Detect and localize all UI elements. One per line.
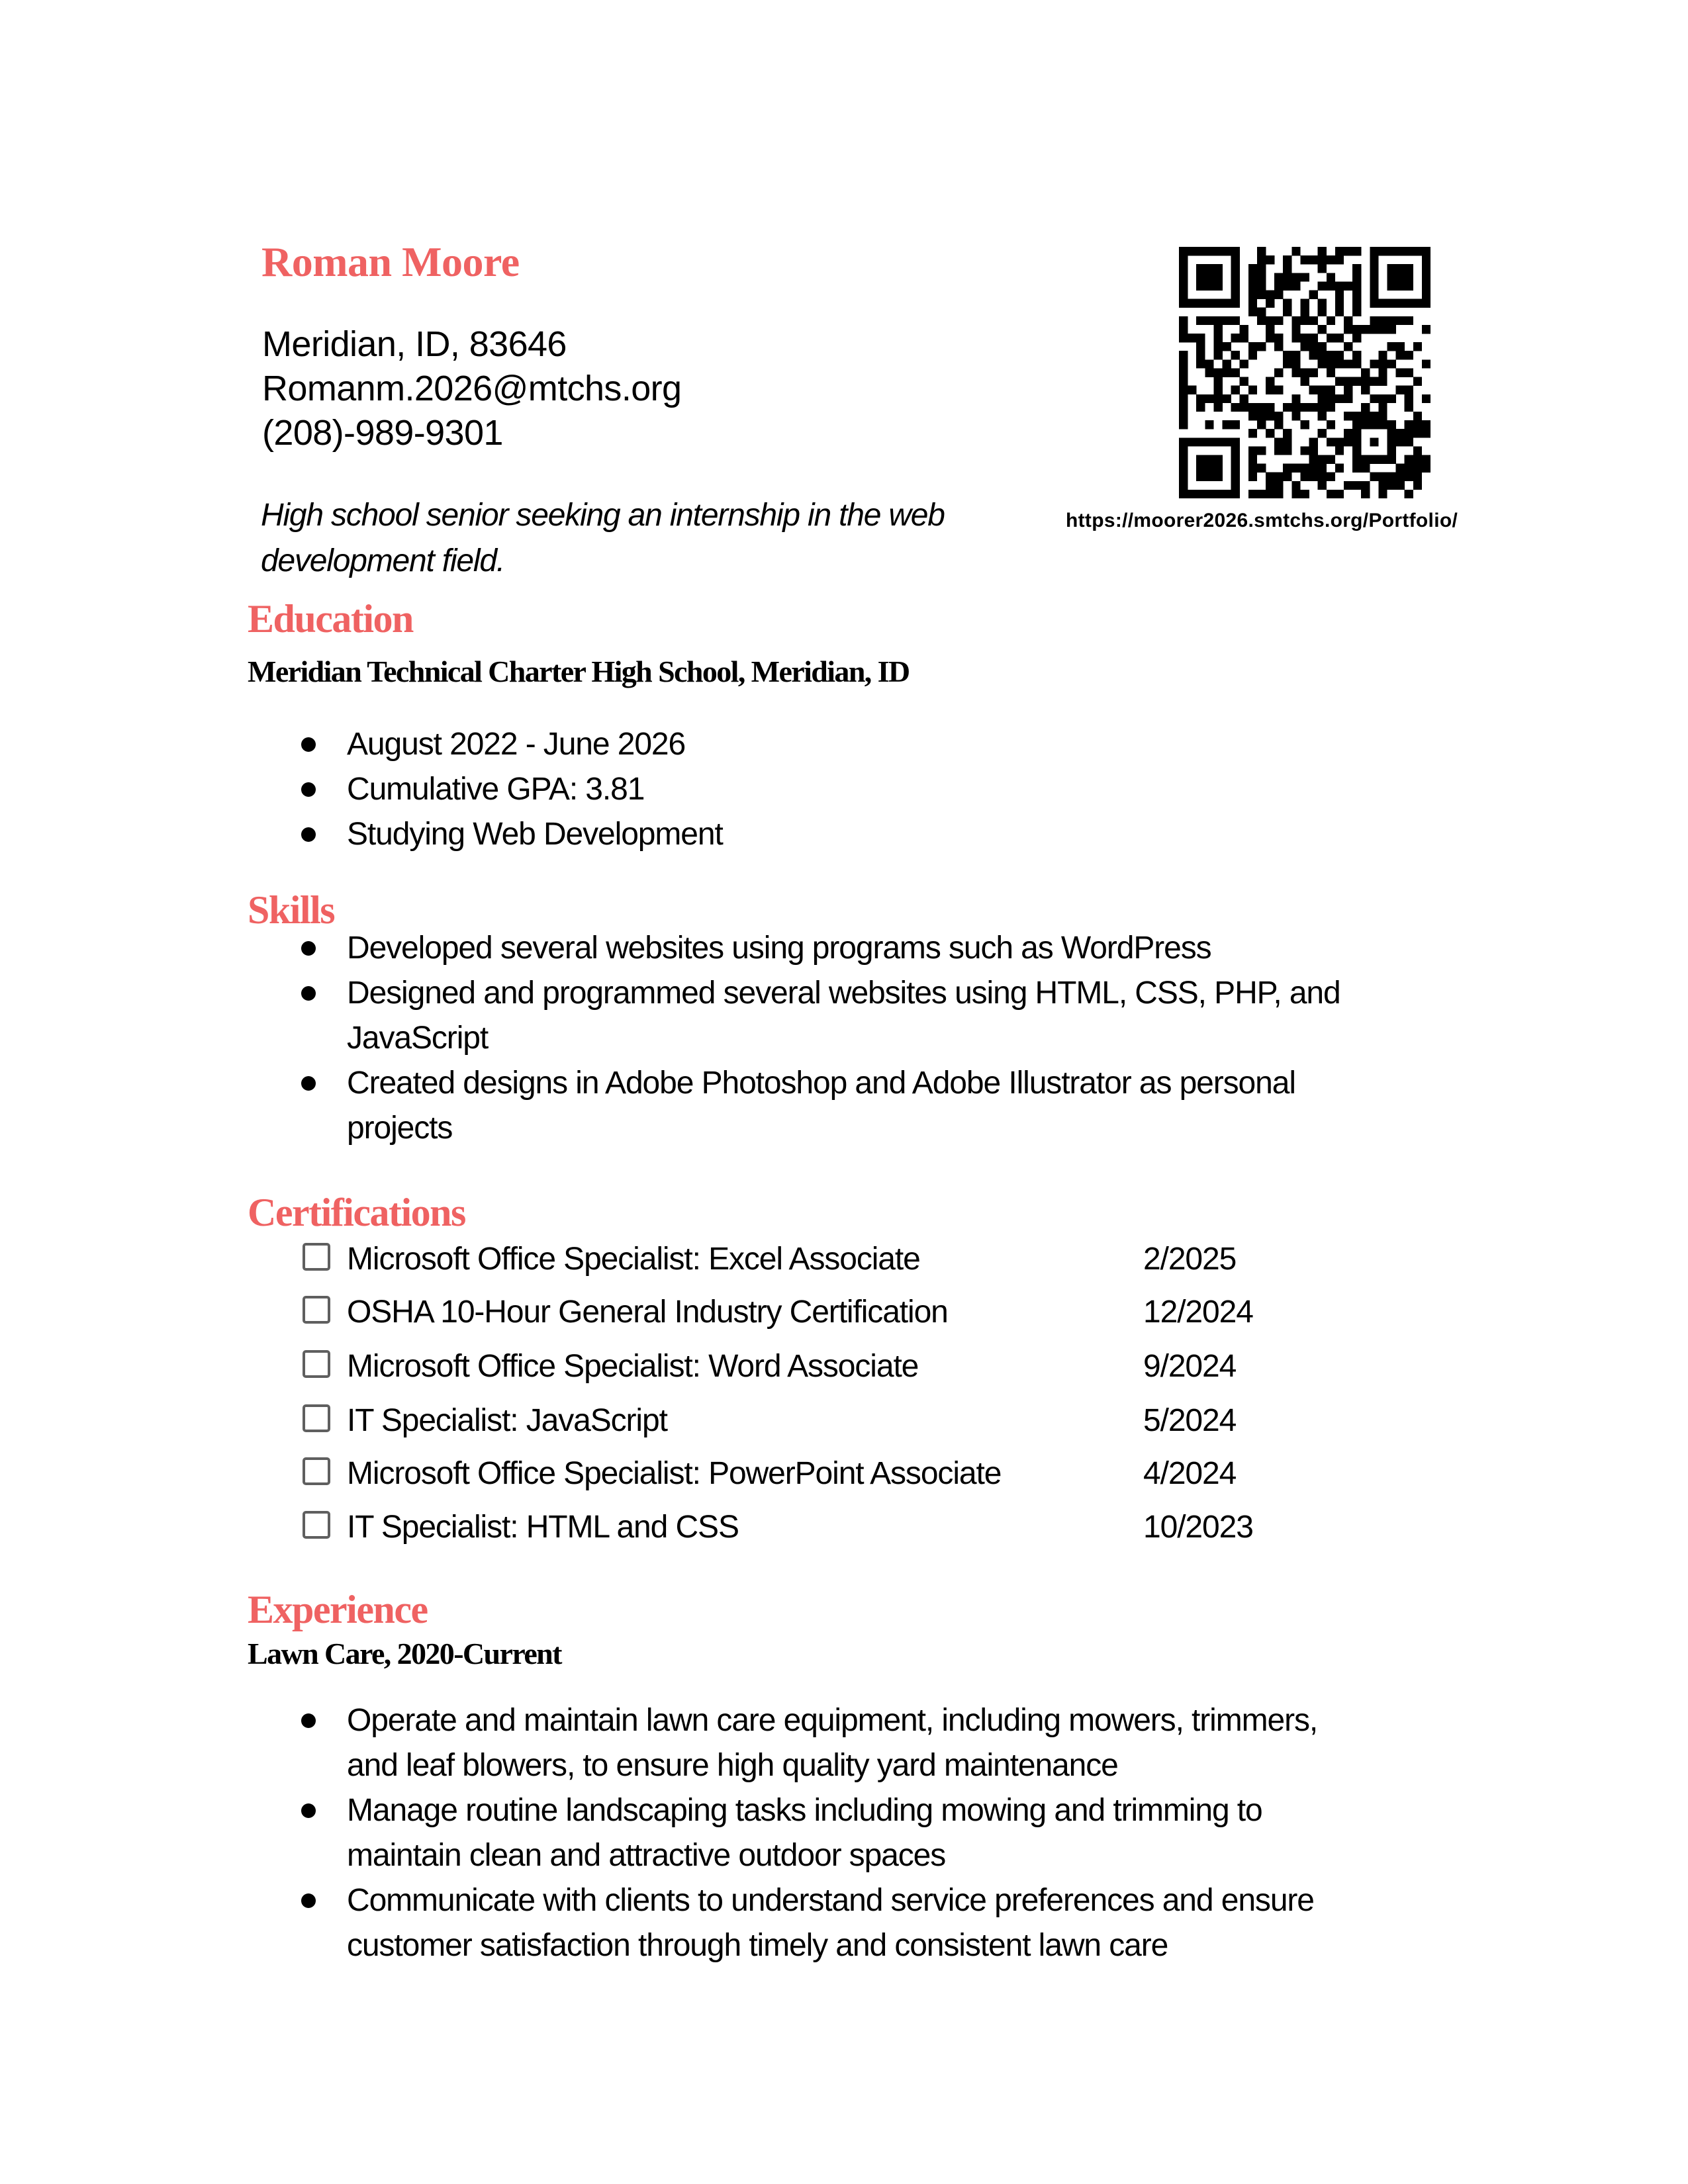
section-heading-certifications: Certifications — [248, 1191, 465, 1234]
bullet-icon — [301, 1713, 316, 1728]
certification-date: 12/2024 — [1143, 1295, 1253, 1330]
school-name: Meridian Technical Charter High School, Meridian, ID — [248, 655, 910, 688]
skills-item: Created designs in Adobe Photoshop and Adobe Illustrator as personal — [347, 1066, 1295, 1101]
section-heading-experience: Experience — [248, 1588, 428, 1631]
summary-line: development field. — [261, 543, 504, 578]
certification-date: 10/2023 — [1143, 1510, 1253, 1545]
experience-item-continuation: maintain clean and attractive outdoor spaces — [347, 1838, 946, 1873]
bullet-icon — [301, 1076, 316, 1091]
contact-location: Meridian, ID, 83646 — [262, 324, 567, 364]
experience-item: Communicate with clients to understand service preferences and ensure — [347, 1883, 1314, 1918]
contact-phone: (208)-989-9301 — [262, 413, 503, 453]
job-title: Lawn Care, 2020-Current — [248, 1637, 561, 1670]
section-heading-skills: Skills — [248, 888, 335, 932]
skills-item-continuation: JavaScript — [347, 1021, 489, 1056]
certification-name: Microsoft Office Specialist: Word Associate — [347, 1349, 919, 1384]
bullet-icon — [301, 782, 316, 797]
skills-item-continuation: projects — [347, 1111, 453, 1146]
experience-item: Operate and maintain lawn care equipment, including mowers, trimmers, — [347, 1703, 1318, 1738]
checkbox-icon[interactable] — [303, 1350, 330, 1378]
contact-email[interactable]: Romanm.2026@mtchs.org — [262, 369, 682, 408]
bullet-icon — [301, 941, 316, 956]
checkbox-icon[interactable] — [303, 1404, 330, 1432]
candidate-name: Roman Moore — [261, 238, 520, 285]
portfolio-url-link[interactable]: https://moorer2026.smtchs.org/Portfolio/ — [1066, 510, 1458, 531]
checkbox-icon[interactable] — [303, 1457, 330, 1485]
bullet-icon — [301, 827, 316, 842]
certification-name: IT Specialist: HTML and CSS — [347, 1510, 739, 1545]
certification-name: Microsoft Office Specialist: Excel Associate — [347, 1242, 920, 1277]
bullet-icon — [301, 1893, 316, 1908]
certification-name: Microsoft Office Specialist: PowerPoint Associate — [347, 1456, 1002, 1491]
certification-date: 4/2024 — [1143, 1456, 1237, 1491]
bullet-icon — [301, 1803, 316, 1818]
certification-date: 2/2025 — [1143, 1242, 1237, 1277]
checkbox-icon[interactable] — [303, 1243, 330, 1271]
certification-name: IT Specialist: JavaScript — [347, 1403, 667, 1438]
bullet-icon — [301, 986, 316, 1001]
education-item: Studying Web Development — [347, 817, 723, 852]
summary-line: High school senior seeking an internship in the web — [261, 498, 945, 533]
qr-code-icon[interactable] — [1179, 247, 1430, 498]
education-item: August 2022 - June 2026 — [347, 727, 686, 762]
experience-item-continuation: and leaf blowers, to ensure high quality yard maintenance — [347, 1748, 1118, 1783]
experience-item: Manage routine landscaping tasks including mowing and trimming to — [347, 1793, 1262, 1828]
skills-item: Developed several websites using programs such as WordPress — [347, 931, 1211, 966]
skills-item: Designed and programmed several websites using HTML, CSS, PHP, and — [347, 976, 1340, 1011]
experience-item-continuation: customer satisfaction through timely and consistent lawn care — [347, 1928, 1168, 1963]
bullet-icon — [301, 737, 316, 752]
certification-date: 5/2024 — [1143, 1403, 1237, 1438]
checkbox-icon[interactable] — [303, 1511, 330, 1539]
certification-name: OSHA 10-Hour General Industry Certification — [347, 1295, 948, 1330]
section-heading-education: Education — [248, 597, 413, 641]
certification-date: 9/2024 — [1143, 1349, 1237, 1384]
checkbox-icon[interactable] — [303, 1296, 330, 1324]
education-item: Cumulative GPA: 3.81 — [347, 772, 645, 807]
